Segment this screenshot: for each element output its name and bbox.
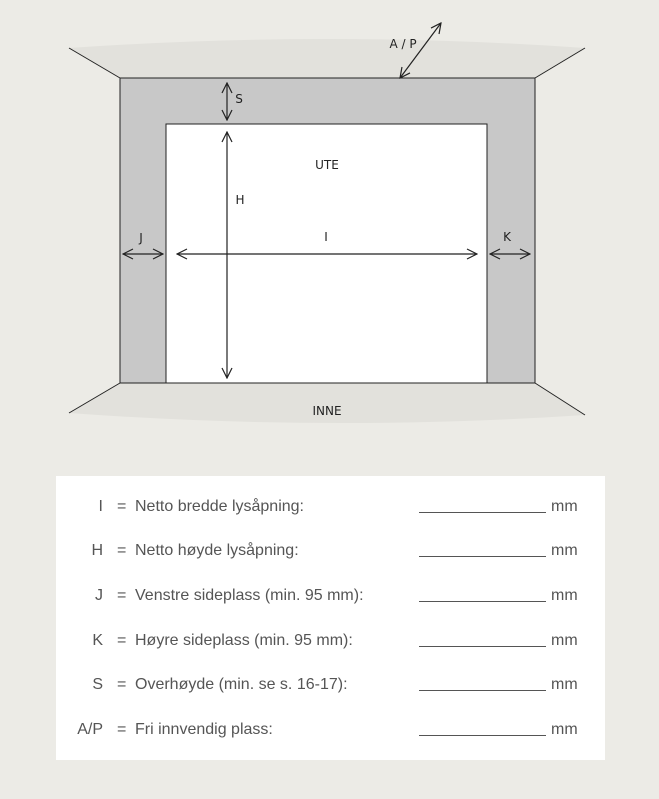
row-equals: = — [117, 676, 127, 693]
form-row-h — [56, 540, 605, 562]
row-label: Fri innvendig plass: — [135, 721, 273, 738]
label-j: J — [139, 231, 143, 245]
row-equals: = — [117, 542, 127, 559]
measurement-blank-i[interactable] — [419, 512, 546, 513]
row-unit: mm — [551, 498, 578, 515]
label-outside: UTE — [315, 158, 339, 172]
measurement-blank-s[interactable] — [419, 690, 546, 691]
label-k: K — [503, 230, 511, 244]
row-label: Netto bredde lysåpning: — [135, 498, 304, 515]
row-unit: mm — [551, 676, 578, 693]
measurement-blank-ap[interactable] — [419, 735, 546, 736]
row-equals: = — [117, 721, 127, 738]
row-equals: = — [117, 632, 127, 649]
row-equals: = — [117, 498, 127, 515]
label-inside: INNE — [312, 404, 342, 418]
row-label: Venstre sideplass (min. 95 mm): — [135, 587, 364, 604]
row-symbol: A/P — [77, 721, 103, 738]
row-symbol: I — [98, 498, 103, 515]
form-row-k — [56, 630, 605, 652]
row-label: Overhøyde (min. se s. 16-17): — [135, 676, 348, 693]
form-row-s — [56, 674, 605, 696]
form-row-i — [56, 496, 605, 518]
label-h: H — [235, 193, 245, 207]
label-i: I — [324, 230, 328, 244]
row-unit: mm — [551, 721, 578, 738]
label-s: S — [235, 92, 243, 106]
row-label: Netto høyde lysåpning: — [135, 542, 299, 559]
row-equals: = — [117, 587, 127, 604]
row-symbol: S — [92, 676, 103, 693]
measurement-blank-h[interactable] — [419, 556, 546, 557]
ceiling-band — [69, 39, 585, 78]
label-ap: A / P — [389, 37, 417, 51]
measurement-form — [56, 476, 605, 760]
row-symbol: K — [92, 632, 103, 649]
form-row-j — [56, 585, 605, 607]
row-unit: mm — [551, 587, 578, 604]
form-row-ap — [56, 719, 605, 741]
row-label: Høyre sideplass (min. 95 mm): — [135, 632, 353, 649]
measurement-blank-j[interactable] — [419, 601, 546, 602]
row-unit: mm — [551, 542, 578, 559]
row-unit: mm — [551, 632, 578, 649]
row-symbol: J — [95, 587, 103, 604]
measurement-blank-k[interactable] — [419, 646, 546, 647]
row-symbol: H — [91, 542, 103, 559]
